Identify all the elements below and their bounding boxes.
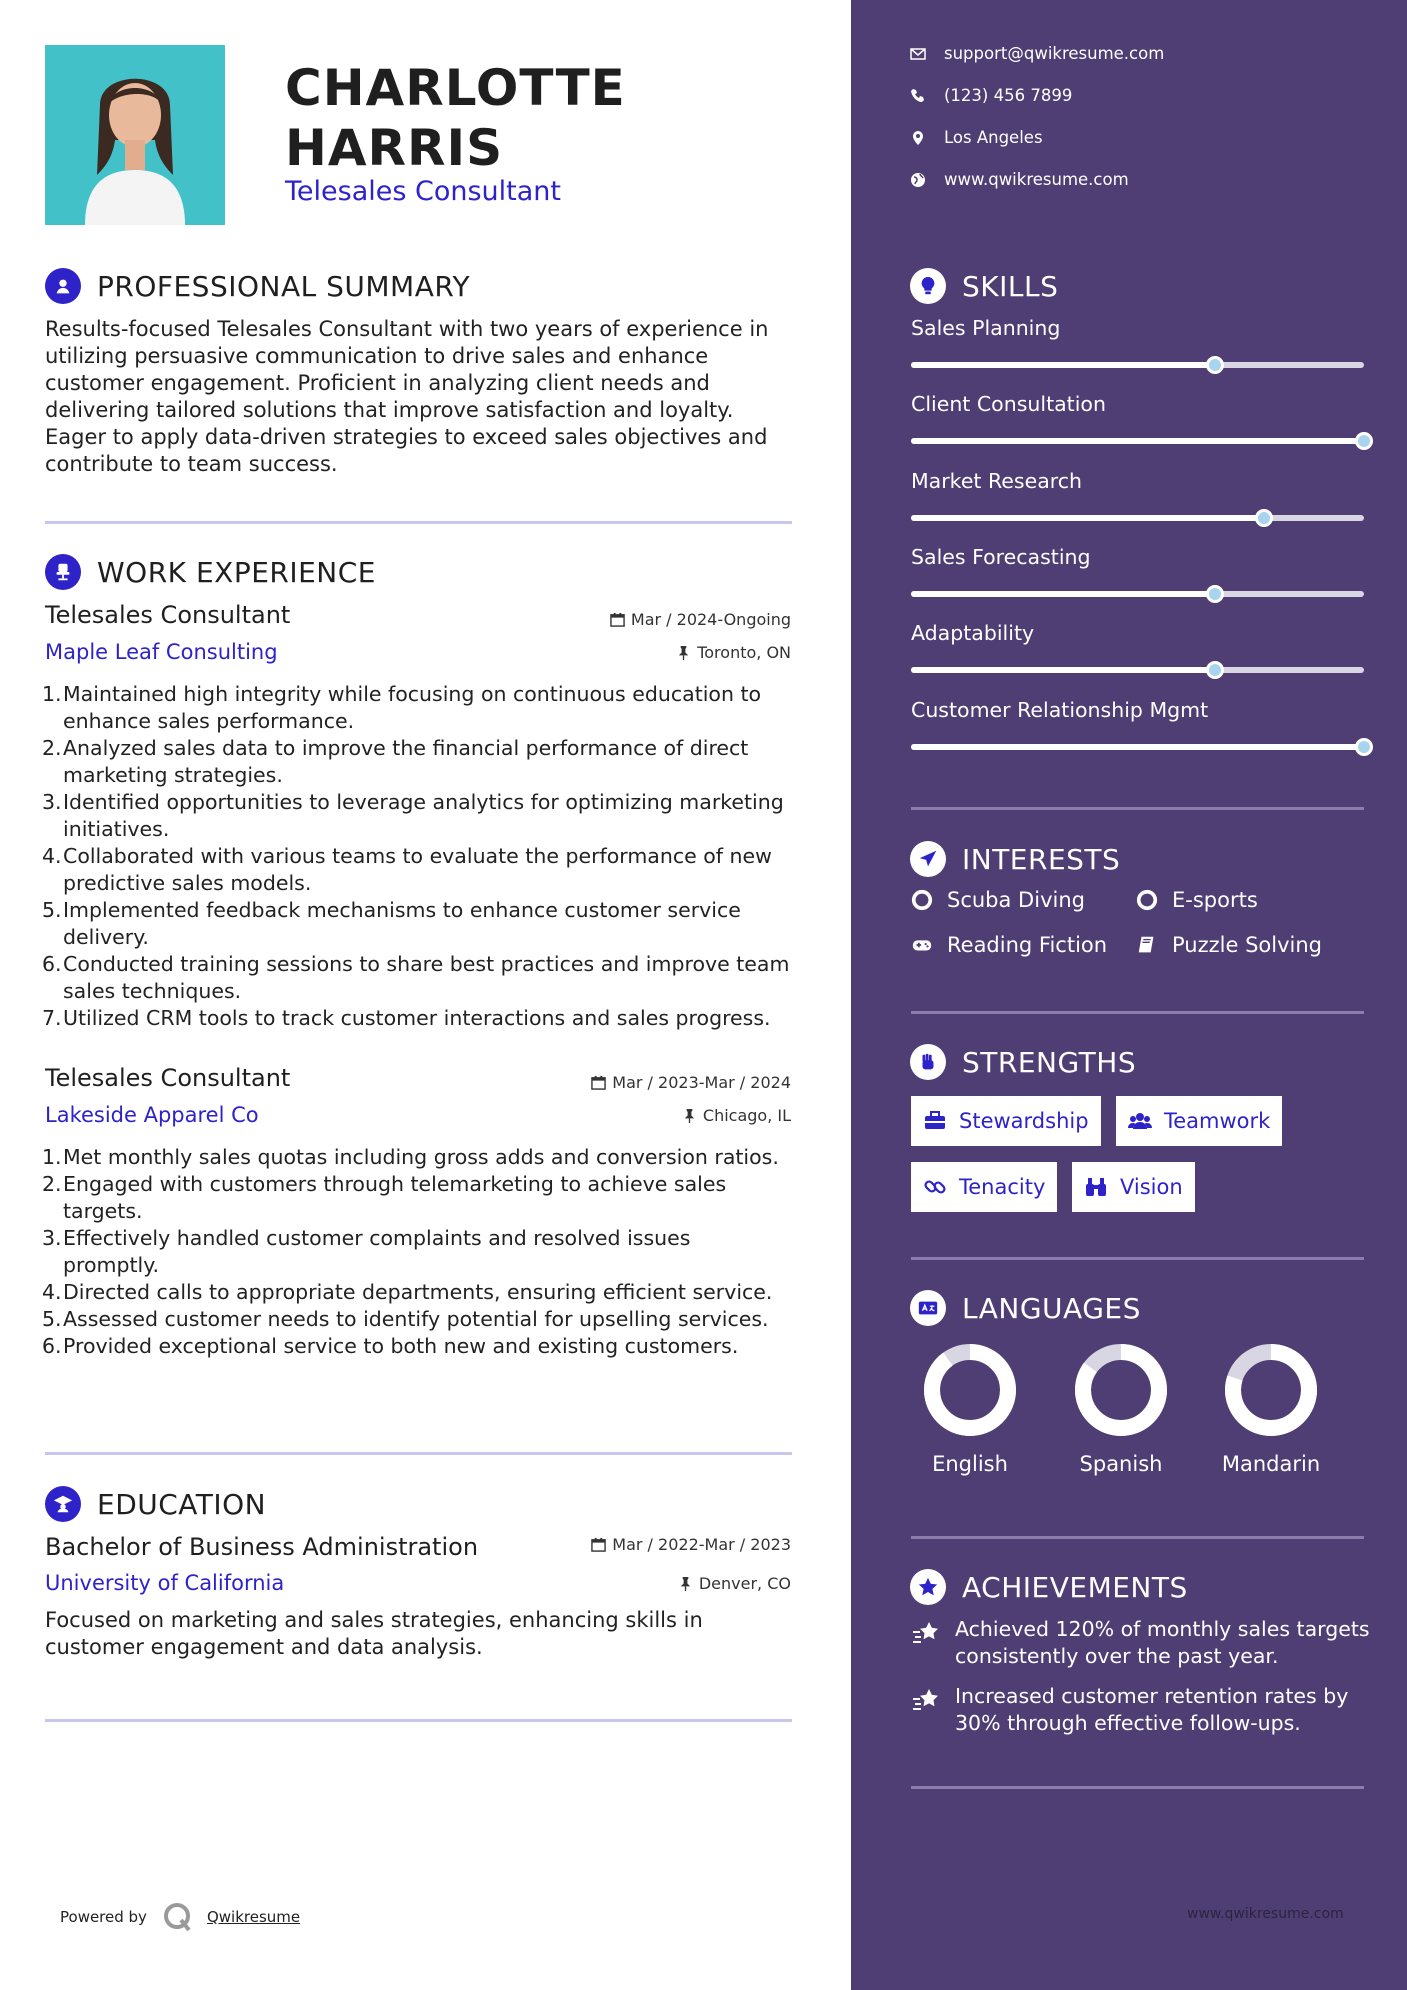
gamepad-icon: [911, 934, 933, 956]
company-name: Maple Leaf Consulting: [45, 640, 278, 664]
powered-by: [60, 1900, 300, 1934]
phone-icon: [910, 88, 926, 104]
job-location-text: Chicago, IL: [702, 1106, 791, 1125]
skill-bar-fill: [911, 515, 1264, 521]
candidate-name: CHARLOTTE HARRIS: [285, 59, 626, 177]
strength-label: Stewardship: [959, 1109, 1089, 1133]
job-location-text: Toronto, ON: [697, 643, 791, 662]
job-location: [676, 643, 791, 662]
language-item: [1061, 1340, 1181, 1476]
website-text: www.qwikresume.com: [944, 170, 1129, 189]
interests-heading: INTERESTS: [962, 842, 1121, 876]
education-header: [45, 1486, 266, 1522]
job-responsibilities: [42, 681, 792, 1032]
education-location: [678, 1574, 791, 1593]
skill-label: Market Research: [911, 469, 1083, 493]
divider: [911, 1786, 1364, 1789]
list-item: 6. Provided exceptional service to both new and existing customers.: [42, 1334, 739, 1358]
divider: [45, 1719, 792, 1722]
skill-bar-fill: [911, 591, 1215, 597]
summary-heading: PROFESSIONAL SUMMARY: [97, 269, 471, 303]
fist-icon: [910, 1044, 946, 1080]
divider: [45, 521, 792, 524]
strengths-heading: STRENGTHS: [962, 1045, 1137, 1079]
shooting-star-icon: [911, 1685, 941, 1715]
work-heading: WORK EXPERIENCE: [97, 555, 376, 589]
summary-text: Results-focused Telesales Consultant with two years of experience in utilizing persuasive communication to drive sales and enhance customer engagement. Proficient in analyzing client needs and delivering tailored solutions that improve satisfaction and loyalty. Eager to apply data-driven strategies to exceed sales objectives and contribute to team success.: [45, 317, 769, 476]
strength-label: Vision: [1120, 1175, 1183, 1199]
job-dates-text: Mar / 2023-Mar / 2024: [612, 1073, 791, 1092]
interests-header: [910, 841, 1120, 877]
brand-link[interactable]: Qwikresume: [206, 1908, 301, 1926]
divider: [911, 807, 1364, 810]
language-label: Spanish: [1079, 1452, 1163, 1476]
company-name: Lakeside Apparel Co: [45, 1103, 259, 1127]
job-responsibilities: [42, 1144, 792, 1360]
job-dates: [591, 1073, 791, 1092]
list-item: 1. Maintained high integrity while focusing on continuous education to enhance sales performance.: [42, 682, 762, 733]
divider: [911, 1536, 1364, 1539]
summary-header: [45, 268, 470, 304]
skill-label: Customer Relationship Mgmt: [911, 698, 1209, 722]
envelope-icon: [910, 46, 926, 62]
strength-label: Tenacity: [959, 1175, 1046, 1199]
contact-website[interactable]: [910, 170, 1129, 189]
phone-text: (123) 456 7899: [944, 86, 1073, 105]
globe-icon: [910, 172, 926, 188]
list-item: 7. Utilized CRM tools to track customer interactions and sales progress.: [42, 1006, 771, 1030]
graduate-icon: [45, 1486, 81, 1522]
languages-header: [910, 1290, 1141, 1326]
briefcase-icon: [923, 1109, 947, 1133]
footer-website[interactable]: www.qwikresume.com: [1187, 1906, 1344, 1922]
achievements-heading: ACHIEVEMENTS: [962, 1570, 1188, 1604]
skill-bar: [911, 438, 1364, 444]
contact-location: [910, 128, 1043, 147]
map-marker-icon: [910, 130, 926, 146]
skill-bar-fill: [911, 438, 1364, 444]
list-item: 5. Assessed customer needs to identify potential for upselling services.: [42, 1307, 769, 1331]
contact-phone[interactable]: [910, 86, 1072, 105]
skill-label: Sales Planning: [911, 316, 1061, 340]
language-ring: [1071, 1340, 1171, 1440]
interest-item: [911, 888, 1085, 912]
work-header: [45, 554, 376, 590]
skill-bar: [911, 667, 1364, 673]
skill-label: Adaptability: [911, 621, 1035, 645]
job-title: Telesales Consultant: [45, 601, 291, 629]
lightbulb-icon: [910, 268, 946, 304]
calendar-icon: [610, 612, 625, 627]
strength-badge: [911, 1162, 1057, 1212]
list-item: 5. Implemented feedback mechanisms to enhance customer service delivery.: [42, 898, 741, 949]
interest-label: Scuba Diving: [947, 888, 1085, 912]
qwikresume-logo-icon: [161, 1900, 195, 1934]
language-label: English: [932, 1452, 1008, 1476]
location-text: Los Angeles: [944, 128, 1043, 147]
life-ring-icon: [911, 889, 933, 911]
skill-bar-knob: [1206, 356, 1224, 374]
job-dates-text: Mar / 2024-Ongoing: [630, 610, 791, 629]
skill-bar-knob: [1355, 432, 1373, 450]
interest-label: E-sports: [1172, 888, 1258, 912]
language-icon: [910, 1290, 946, 1326]
education-dates: [591, 1535, 791, 1554]
life-ring-icon: [1136, 889, 1158, 911]
shooting-star-icon: [911, 1618, 941, 1648]
strength-badge: [1116, 1096, 1282, 1146]
achievement-item: [911, 1683, 1371, 1737]
skill-bar: [911, 362, 1364, 368]
list-item: 1. Met monthly sales quotas including gross adds and conversion ratios.: [42, 1145, 779, 1169]
skill-bar-fill: [911, 667, 1215, 673]
pin-icon: [682, 1108, 697, 1123]
skill-bar: [911, 744, 1364, 750]
interest-item: [1136, 888, 1258, 912]
skill-bar-fill: [911, 744, 1364, 750]
list-item: 2. Engaged with customers through telemarketing to achieve sales targets.: [42, 1172, 727, 1223]
binoculars-icon: [1084, 1175, 1108, 1199]
job-title: Telesales Consultant: [45, 1064, 291, 1092]
skill-bar-knob: [1355, 738, 1373, 756]
calendar-icon: [591, 1537, 606, 1552]
powered-by-label: Powered by: [60, 1908, 147, 1926]
education-dates-text: Mar / 2022-Mar / 2023: [612, 1535, 791, 1554]
skill-bar: [911, 591, 1364, 597]
languages-heading: LANGUAGES: [962, 1291, 1141, 1325]
pin-icon: [678, 1576, 693, 1591]
language-ring: [920, 1340, 1020, 1440]
interest-item: [1136, 933, 1322, 957]
candidate-title: Telesales Consultant: [285, 176, 561, 207]
skill-bar-knob: [1206, 661, 1224, 679]
paper-plane-icon: [910, 841, 946, 877]
language-item: [910, 1340, 1030, 1476]
school-name: University of California: [45, 1571, 285, 1595]
skills-heading: SKILLS: [962, 269, 1059, 303]
job-dates: [610, 610, 791, 629]
divider: [911, 1257, 1364, 1260]
interest-label: Reading Fiction: [947, 933, 1108, 957]
calendar-icon: [591, 1075, 606, 1090]
list-item: 3. Effectively handled customer complaints and resolved issues promptly.: [42, 1226, 691, 1277]
link-icon: [923, 1175, 947, 1199]
skill-label: Sales Forecasting: [911, 545, 1091, 569]
office-chair-icon: [45, 554, 81, 590]
language-ring: [1221, 1340, 1321, 1440]
list-item: 2. Analyzed sales data to improve the financial performance of direct marketing strategies.: [42, 736, 749, 787]
skill-bar: [911, 515, 1364, 521]
degree-title: Bachelor of Business Administration: [45, 1533, 479, 1561]
skill-bar-knob: [1206, 585, 1224, 603]
job-location: [682, 1106, 791, 1125]
list-item: 6. Conducted training sessions to share best practices and improve team sales techniques.: [42, 952, 790, 1003]
interest-label: Puzzle Solving: [1172, 933, 1322, 957]
education-heading: EDUCATION: [97, 1487, 267, 1521]
skills-header: [910, 268, 1058, 304]
email-text: support@qwikresume.com: [944, 44, 1165, 63]
star-badge-icon: [910, 1569, 946, 1605]
strength-badge: [1072, 1162, 1195, 1212]
strengths-header: [910, 1044, 1136, 1080]
education-description: Focused on marketing and sales strategies, enhancing skills in customer engagement and data analysis.: [45, 1608, 703, 1659]
pin-icon: [676, 645, 691, 660]
list-item: 4. Directed calls to appropriate departments, ensuring efficient service.: [42, 1280, 773, 1304]
achievements-header: [910, 1569, 1188, 1605]
skill-bar-fill: [911, 362, 1215, 368]
user-icon: [45, 268, 81, 304]
education-location-text: Denver, CO: [698, 1574, 791, 1593]
skill-label: Client Consultation: [911, 392, 1106, 416]
achievement-text: Increased customer retention rates by 30% through effective follow-ups.: [955, 1684, 1349, 1735]
list-item: 4. Collaborated with various teams to evaluate the performance of new predictive sales models.: [42, 844, 772, 895]
book-icon: [1136, 934, 1158, 956]
profile-photo: [45, 45, 225, 225]
contact-email[interactable]: [910, 44, 1164, 63]
strength-label: Teamwork: [1164, 1109, 1271, 1133]
list-item: 3. Identified opportunities to leverage analytics for optimizing marketing initiatives.: [42, 790, 784, 841]
language-label: Mandarin: [1221, 1452, 1321, 1476]
divider: [45, 1452, 792, 1455]
divider: [911, 1011, 1364, 1014]
interest-item: [911, 933, 1107, 957]
strength-badge: [911, 1096, 1101, 1146]
users-icon: [1128, 1109, 1152, 1133]
language-item: [1211, 1340, 1331, 1476]
achievement-text: Achieved 120% of monthly sales targets consistently over the past year.: [955, 1617, 1370, 1668]
achievement-item: [911, 1616, 1371, 1670]
